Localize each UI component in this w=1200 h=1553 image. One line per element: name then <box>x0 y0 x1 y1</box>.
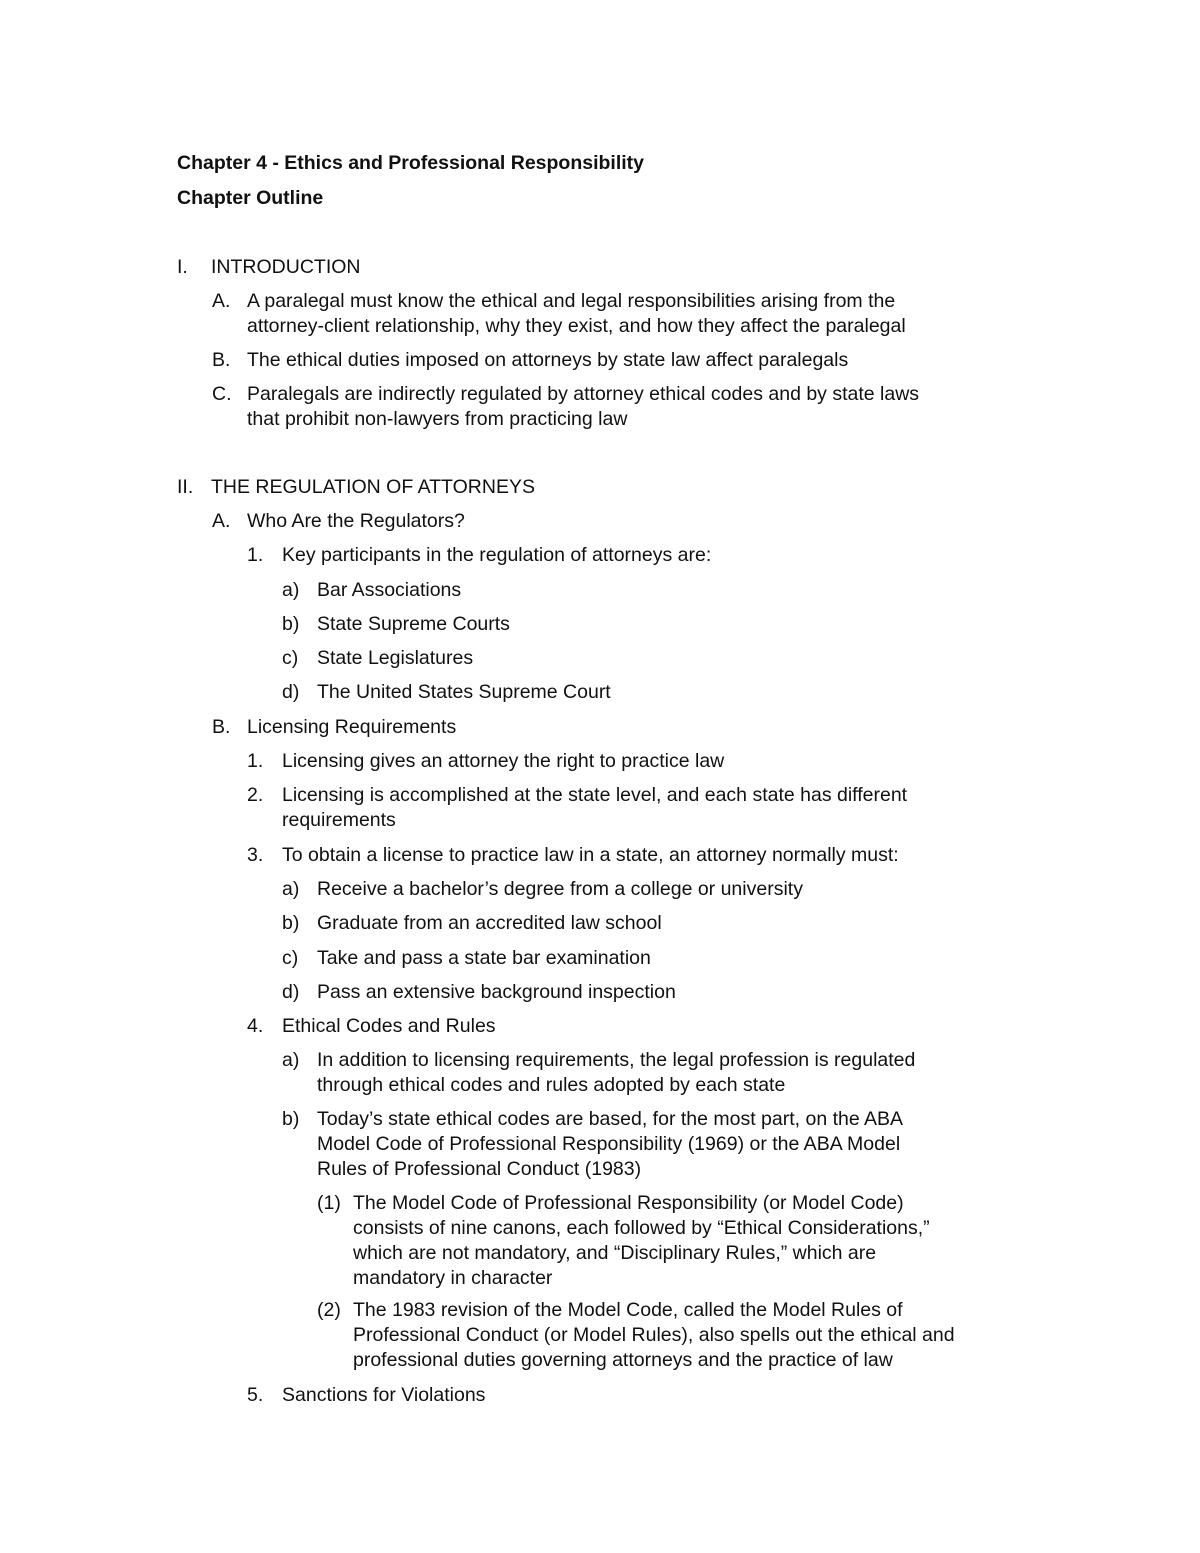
outline-text: Graduate from an accredited law school <box>317 912 662 934</box>
outline-label: (1) <box>317 1192 341 1214</box>
outline-text: To obtain a license to practice law in a state, an attorney normally must: <box>282 844 899 866</box>
outline-label: A. <box>212 290 231 312</box>
outline-label: 1. <box>247 544 264 566</box>
outline-text-line: attorney-client relationship, why they exist, and how they affect the paralegal <box>247 315 906 337</box>
outline-label: a) <box>282 579 300 601</box>
outline-label: a) <box>282 1049 300 1071</box>
outline-label: 1. <box>247 750 264 772</box>
outline-text-line: Rules of Professional Conduct (1983) <box>317 1158 642 1180</box>
outline-label: 3. <box>247 844 264 866</box>
outline-text: THE REGULATION OF ATTORNEYS <box>211 476 535 498</box>
outline-text-line: through ethical codes and rules adopted by each state <box>317 1074 786 1096</box>
outline-text <box>353 1191 930 1291</box>
outline-text-line: A paralegal must know the ethical and legal responsibilities arising from the <box>247 290 896 312</box>
outline-text-line: Licensing is accomplished at the state level, and each state has different <box>282 784 908 806</box>
outline-text-line: professional duties governing attorneys and the practice of law <box>353 1349 893 1371</box>
outline-text-line: Model Code of Professional Responsibility (1969) or the ABA Model <box>317 1133 901 1155</box>
outline-text: The ethical duties imposed on attorneys by state law affect paralegals <box>247 349 849 371</box>
outline-text: Licensing Requirements <box>247 716 457 738</box>
outline-text-line: Today’s state ethical codes are based, for the most part, on the ABA <box>317 1108 904 1130</box>
outline-text-line: Professional Conduct (or Model Rules), also spells out the ethical and <box>353 1324 955 1346</box>
outline-text-line: The 1983 revision of the Model Code, called the Model Rules of <box>353 1299 903 1321</box>
outline-text <box>282 783 907 833</box>
outline-text-line: In addition to licensing requirements, the legal profession is regulated <box>317 1049 916 1071</box>
outline-text <box>353 1298 955 1373</box>
outline-label: I. <box>177 256 188 278</box>
outline-text: Ethical Codes and Rules <box>282 1015 496 1037</box>
outline-text: State Legislatures <box>317 647 474 669</box>
outline-text <box>317 1048 915 1098</box>
outline-text: INTRODUCTION <box>211 256 361 278</box>
outline-label: c) <box>282 947 299 969</box>
outline-label: b) <box>282 912 300 934</box>
outline-text <box>317 1107 903 1182</box>
outline-text: Key participants in the regulation of attorneys are: <box>282 544 712 566</box>
outline-label: d) <box>282 681 300 703</box>
outline-label: d) <box>282 981 300 1003</box>
outline-label: C. <box>212 383 232 405</box>
outline-label: b) <box>282 613 300 635</box>
outline-label: A. <box>212 510 231 532</box>
outline-label: 2. <box>247 784 264 806</box>
outline-text: Sanctions for Violations <box>282 1384 486 1406</box>
outline-label: B. <box>212 349 231 371</box>
outline-text: Bar Associations <box>317 579 462 601</box>
outline-text <box>247 382 919 432</box>
outline-text-line: mandatory in character <box>353 1267 553 1289</box>
outline-text-line: that prohibit non-lawyers from practicing law <box>247 408 628 430</box>
outline-text: State Supreme Courts <box>317 613 510 635</box>
outline-text-line: Paralegals are indirectly regulated by attorney ethical codes and by state laws <box>247 383 920 405</box>
outline-label: 4. <box>247 1015 264 1037</box>
outline-label: (2) <box>317 1299 341 1321</box>
outline-text: Pass an extensive background inspection <box>317 981 676 1003</box>
outline-text: The United States Supreme Court <box>317 681 611 703</box>
outline-text-line: consists of nine canons, each followed by “Ethical Considerations,” <box>353 1217 930 1239</box>
document-subtitle: Chapter Outline <box>177 187 324 209</box>
outline-label: II. <box>177 476 194 498</box>
outline-text: Receive a bachelor’s degree from a college or university <box>317 878 803 900</box>
outline-text-line: which are not mandatory, and “Disciplinary Rules,” which are <box>353 1242 877 1264</box>
outline-label: 5. <box>247 1384 264 1406</box>
outline-label: a) <box>282 878 300 900</box>
document-title: Chapter 4 - Ethics and Professional Responsibility <box>177 152 645 174</box>
outline-text: Who Are the Regulators? <box>247 510 465 532</box>
outline-label: B. <box>212 716 231 738</box>
outline-text-line: requirements <box>282 809 396 831</box>
outline-label: c) <box>282 647 299 669</box>
outline-text: Take and pass a state bar examination <box>317 947 651 969</box>
outline-text <box>247 289 906 339</box>
outline-text-line: The Model Code of Professional Responsibility (or Model Code) <box>353 1192 904 1214</box>
outline-text: Licensing gives an attorney the right to practice law <box>282 750 725 772</box>
outline-label: b) <box>282 1108 300 1130</box>
